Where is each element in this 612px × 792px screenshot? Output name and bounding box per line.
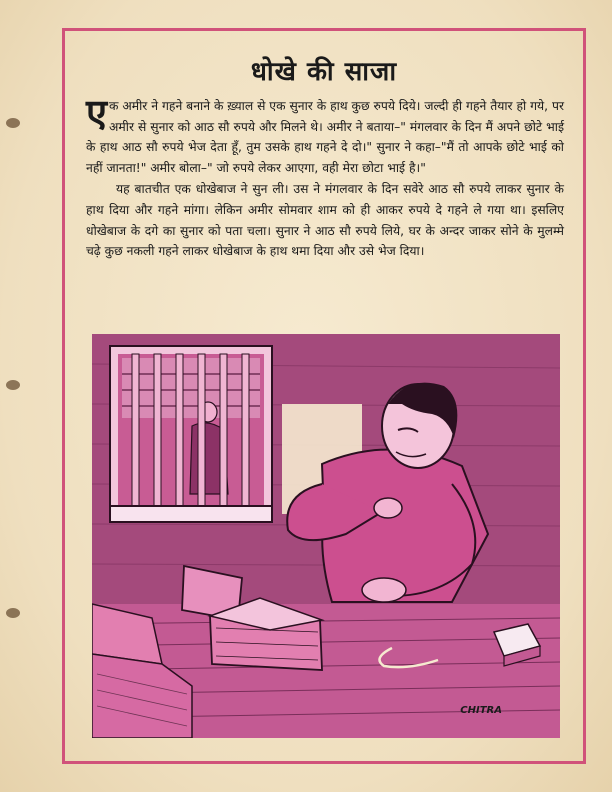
- story-illustration: [92, 334, 560, 738]
- story-title: धोखे की साजा: [250, 57, 398, 87]
- illustration-scene: [92, 334, 560, 738]
- binding-hole: [6, 118, 20, 128]
- story-paragraph-1: एक अमीर ने गहने बनाने के ख़्याल से एक सुनार के हाथ कुछ रुपये दिये। जल्दी ही गहने तैयार हो गये, पर अमीर से सुनार को आठ सौ रुपये और मिलने थे। अमीर ने बताया–" मंगलवार के दिन मैं अपने छोटे भाई के हाथ आठ सौ रुपये भेज देता हूँ, तुम उसके हाथ गहने दे दो।" सुनार ने कहा–"मैं तो आपके छोटे भाई को नहीं जानता!" अमीर बोला–" जो रुपये लेकर आएगा, वही मेरा छोटा भाई है।": [86, 91, 564, 175]
- binding-hole: [6, 608, 20, 618]
- story-paragraph-2: यह बातचीत एक धोखेबाज ने सुन ली। उस ने मंगलवार के दिन सवेरे आठ सौ रुपये लाकर सुनार के हाथ दिया और गहने मांगा। लेकिन अमीर सोमवार शाम को ही आकर रुपये दे गहने ले गया था। इसलिए धोखेबाज के दगे का सुनार को पता चला। सुनार ने आठ सौ रुपये लिये, घर के अन्दर जाकर सोने के मुलम्मे चढ़े कुछ नकली गहने लाकर धोखेबाज के हाथ थमा दिया और उसे भेज दिया।: [86, 182, 564, 259]
- story-text: [86, 91, 564, 262]
- binding-hole: [6, 380, 20, 390]
- artist-signature: CHITRA: [460, 705, 502, 716]
- drop-cap: ए: [86, 91, 108, 135]
